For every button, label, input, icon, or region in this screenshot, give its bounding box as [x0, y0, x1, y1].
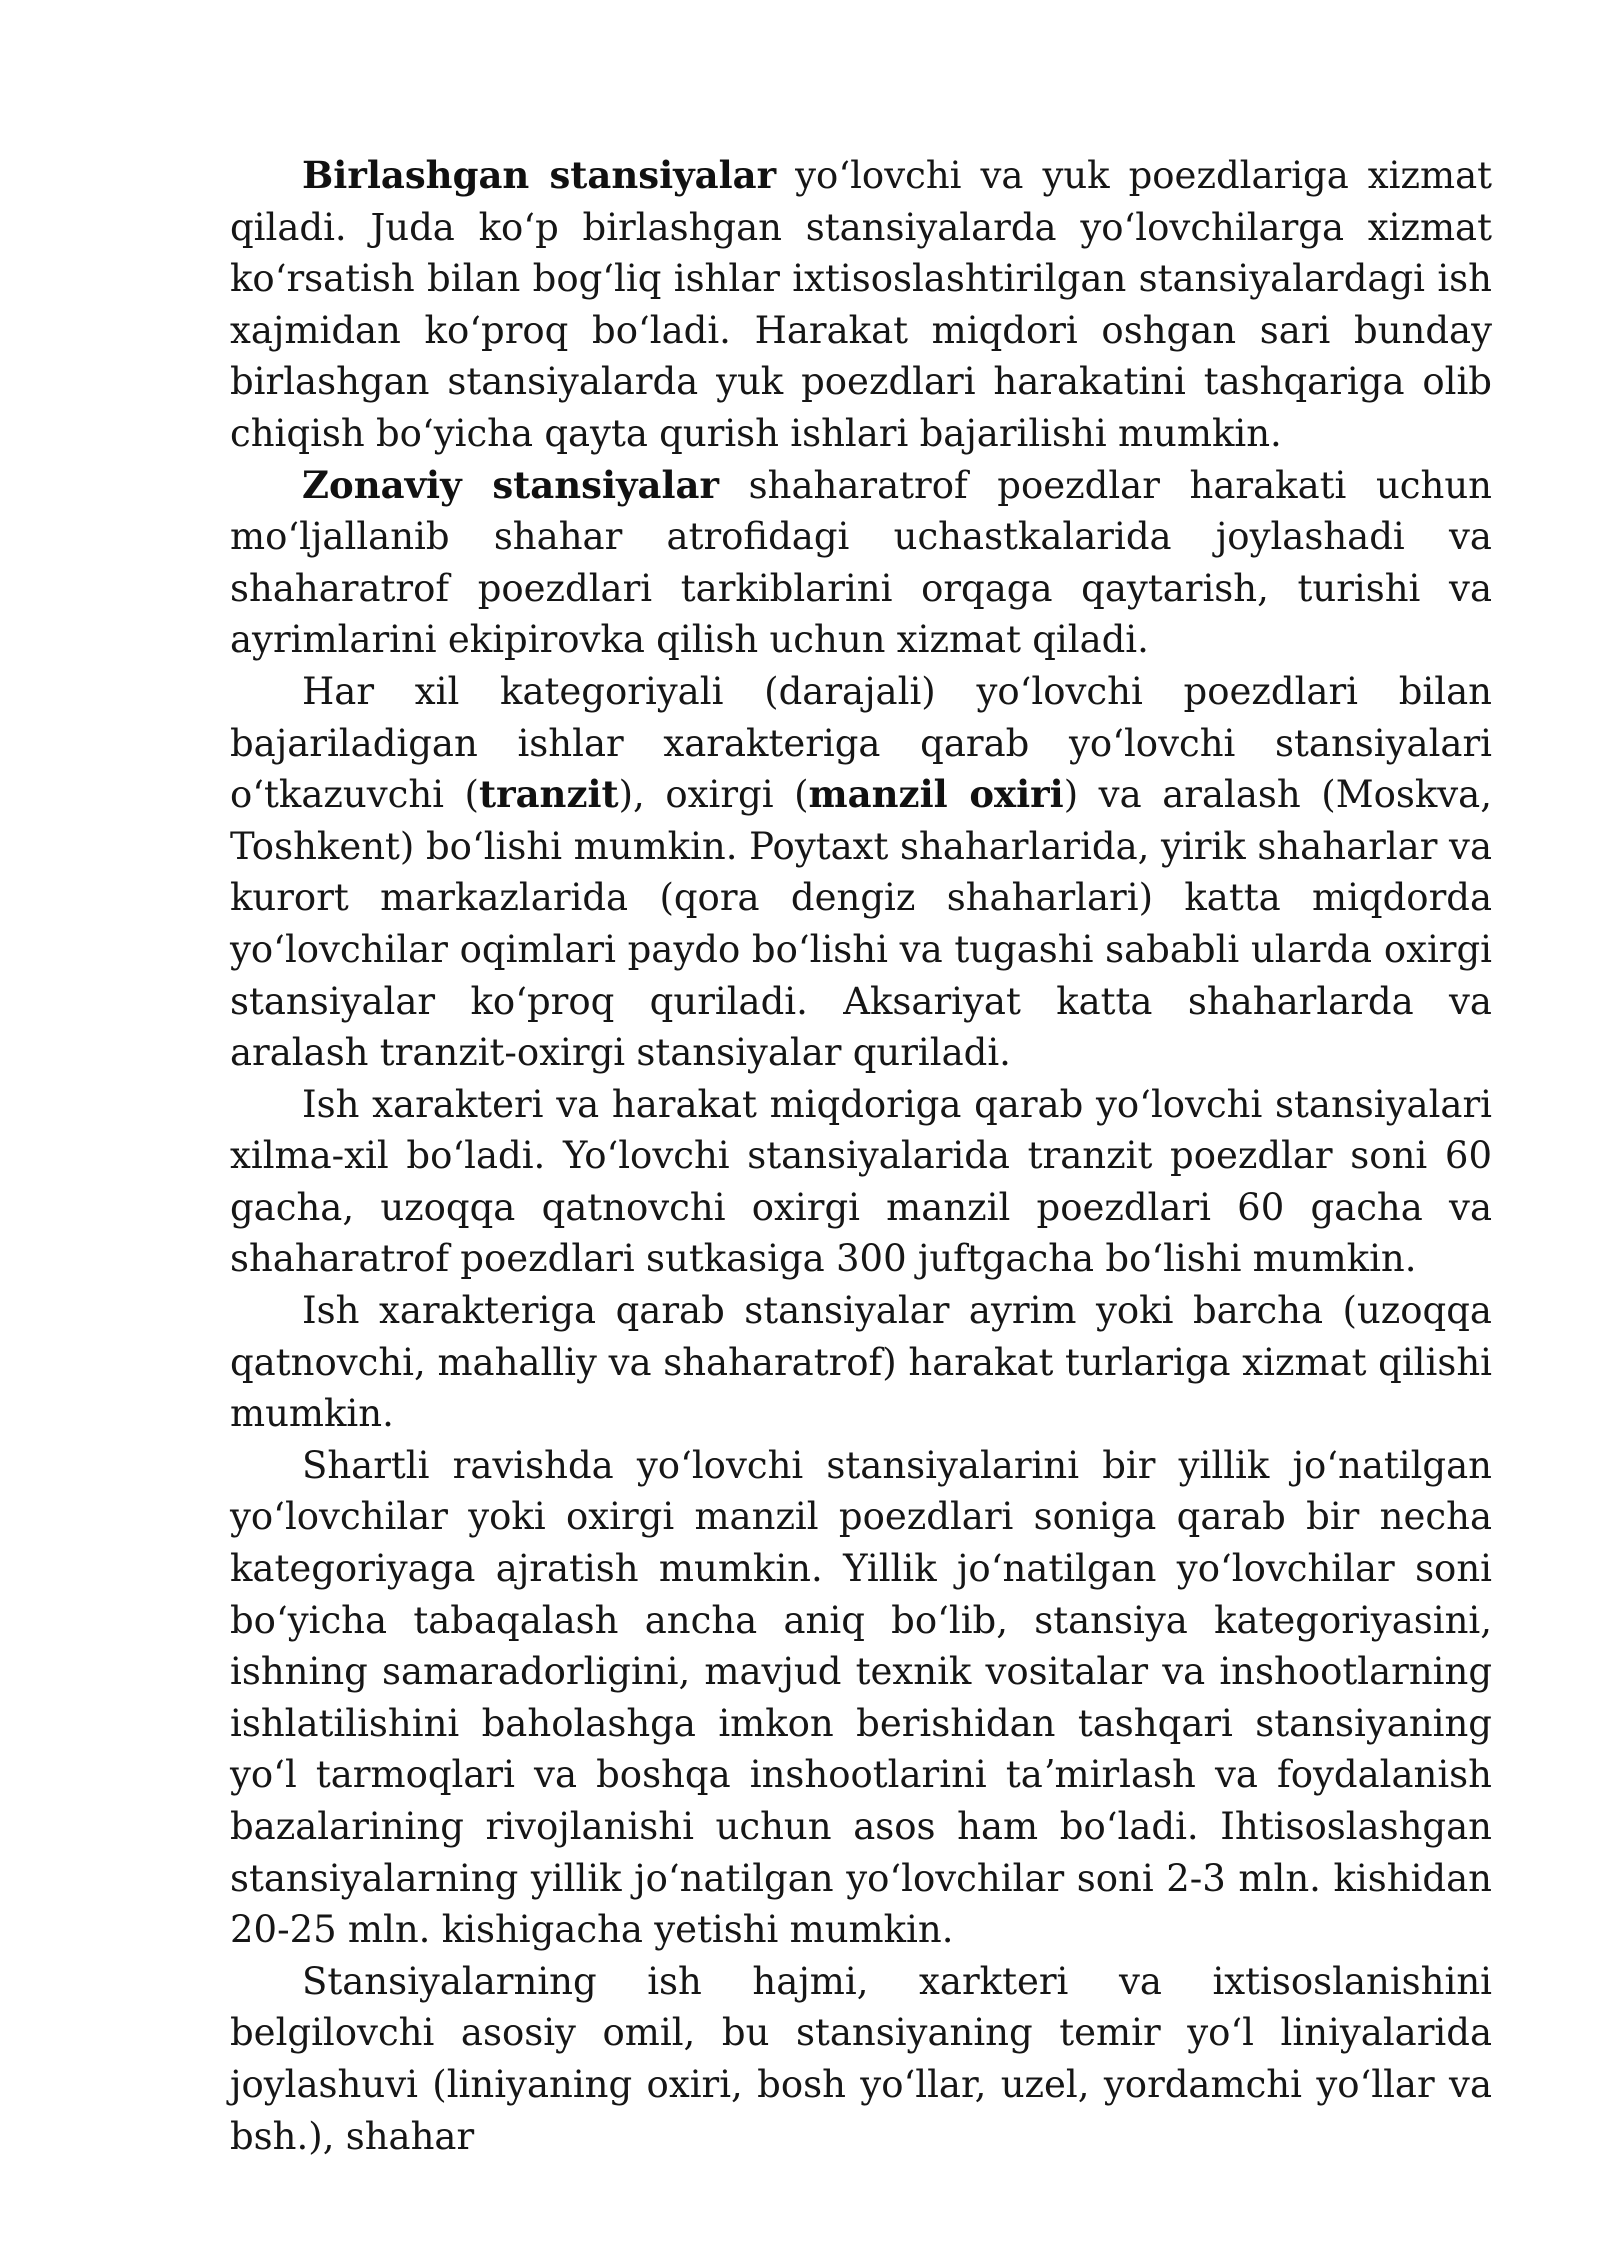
paragraph-station-types — [230, 666, 1492, 1079]
paragraph-text: ), oxirgi ( — [618, 773, 809, 817]
paragraph-workload-factors — [230, 1956, 1492, 2162]
paragraph-text: Har xil kategoriyali (darajali) yoʻlovchi poezdlari bilan bajariladigan ishlar xarakteriga qarab yoʻlovchi stansiyalari oʻtkazuvchi ( — [230, 669, 1492, 817]
paragraph-combined-stations — [230, 150, 1492, 460]
paragraph-categories — [230, 1440, 1492, 1956]
paragraph-work-character — [230, 1079, 1492, 1285]
paragraph-text: Shartli ravishda yoʻlovchi stansiyalarini bir yillik joʻnatilgan yoʻlovchilar yoki oxirgi manzil poezdlari soniga qarab bir necha kategoriyaga ajratish mumkin. Yillik joʻnatilgan yoʻlovchilar soni boʻyicha tabaqalash ancha aniq boʻlib, stansiya kategoriyasini, ishning samaradorligini, mavjud texnik vositalar va inshootlarning ishlatilishini baholashga imkon berishidan tashqari stansiyaning yoʻl tarmoqlari va boshqa inshootlarini taʼmirlash va foydalanish bazalarining rivojlanishi uchun asos ham boʻladi. Ihtisoslashgan stansiyalarning yillik joʻnatilgan yoʻlovchilar soni 2-3 mln. kishidan 20-25 mln. kishigacha yetishi mumkin. — [230, 1443, 1492, 1952]
term-terminal: manzil oxiri — [808, 772, 1064, 817]
document-page — [230, 150, 1492, 2162]
term-transit: tranzit — [478, 772, 619, 817]
paragraph-traffic-types — [230, 1285, 1492, 1440]
term-zonal-stations: Zonaviy stansiyalar — [302, 462, 720, 507]
paragraph-text: Ish xarakteri va harakat miqdoriga qarab yoʻlovchi stansiyalari xilma-xil boʻladi. Yoʻlovchi stansiyalarida tranzit poezdlar soni 60 gacha, uzoqqa qatnovchi oxirgi manzil poezdlari 60 gacha va shaharatrof poezdlari sutkasiga 300 juftgacha boʻlishi mumkin. — [230, 1082, 1492, 1281]
paragraph-text: Stansiyalarning ish hajmi, xarkteri va ixtisoslanishini belgilovchi asosiy omil, bu stansiyaning temir yoʻl liniyalarida joylashuvi (liniyaning oxiri, bosh yoʻllar, uzel, yordamchi yoʻllar va bsh.), shahar — [230, 1959, 1492, 2158]
paragraph-zonal-stations — [230, 460, 1492, 666]
term-combined-stations: Birlashgan stansiyalar — [302, 153, 777, 197]
paragraph-text: shaharatrof poezdlar harakati uchun moʻljallanib shahar atrofidagi uchastkalarida joylashadi va shaharatrof poezdlari tarkiblarini orqaga qaytarish, turishi va ayrimlarini ekipirovka qilish uchun xizmat qiladi. — [230, 463, 1492, 662]
paragraph-text: ) va aralash (Moskva, Toshkent) boʻlishi mumkin. Poytaxt shaharlarida, yirik shaharlar va kurort markazlarida (qora dengiz shaharlari) katta miqdorda yoʻlovchilar oqimlari paydo boʻlishi va tugashi sababli ularda oxirgi stansiyalar koʻproq quriladi. Aksariyat katta shaharlarda va aralash tranzit-oxirgi stansiyalar quriladi. — [230, 773, 1492, 1075]
paragraph-text: Ish xarakteriga qarab stansiyalar ayrim yoki barcha (uzoqqa qatnovchi, mahalliy va shaharatrof) harakat turlariga xizmat qilishi mumkin. — [230, 1289, 1492, 1436]
paragraph-text: yoʻlovchi va yuk poezdlariga xizmat qiladi. Juda koʻp birlashgan stansiyalarda yoʻlovchilarga xizmat koʻrsatish bilan bogʻliq ishlar ixtisoslashtirilgan stansiyalardagi ish xajmidan koʻproq boʻladi. Harakat miqdori oshgan sari bunday birlashgan stansiyalarda yuk poezdlari harakatini tashqariga olib chiqish boʻyicha qayta qurish ishlari bajarilishi mumkin. — [230, 154, 1492, 455]
